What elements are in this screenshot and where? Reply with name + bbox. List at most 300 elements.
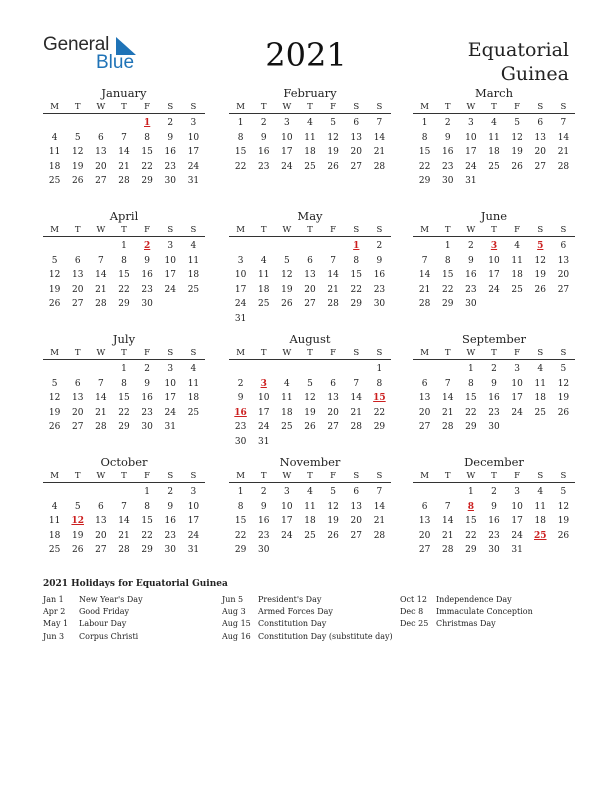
day-cell: 18 <box>534 516 546 527</box>
empty-day-cell <box>413 485 436 500</box>
day-cell: 26 <box>511 161 523 172</box>
weekday-label: F <box>330 225 337 235</box>
weekday-label: T <box>491 348 497 358</box>
day-cell: 26 <box>71 545 84 556</box>
day-cell: 10 <box>164 378 176 389</box>
holiday-date: Dec 25 <box>400 619 429 629</box>
holiday-date: Aug 15 <box>222 619 251 629</box>
day-cell: 14 <box>95 393 107 404</box>
day-cell: 23 <box>465 284 477 295</box>
weekday-label: T <box>74 225 81 235</box>
day-cell: 9 <box>444 132 451 143</box>
day-cell: 13 <box>95 147 107 158</box>
empty-day-cell <box>413 362 436 377</box>
day-cell: 15 <box>234 516 247 527</box>
month-february <box>229 86 391 174</box>
day-cell: 14 <box>373 132 386 143</box>
day-grid <box>229 485 391 558</box>
day-cell: 19 <box>327 516 339 527</box>
weekday-label: M <box>236 471 245 481</box>
day-cell: 25 <box>511 284 523 295</box>
day-cell: 27 <box>327 422 339 433</box>
weekday-label: S <box>537 225 544 235</box>
holiday-date: Jan 1 <box>43 595 64 604</box>
day-cell: 29 <box>350 299 362 310</box>
weekday-label: M <box>236 102 245 112</box>
general-blue-logo <box>43 34 143 74</box>
day-cell: 20 <box>95 530 107 541</box>
weekday-label: M <box>50 225 59 235</box>
day-cell: 20 <box>327 407 339 418</box>
day-cell: 31 <box>257 436 270 447</box>
empty-day-cell <box>43 239 66 254</box>
day-cell: 10 <box>281 501 293 512</box>
day-cell: 13 <box>71 393 84 404</box>
day-cell: 2 <box>444 118 451 128</box>
day-cell: 5 <box>51 255 58 266</box>
day-cell: 7 <box>97 255 104 266</box>
holiday-name: Good Friday <box>79 607 130 617</box>
day-cell: 19 <box>48 407 61 418</box>
weekday-label: T <box>74 102 81 112</box>
day-cell: 16 <box>257 516 270 527</box>
day-cell: 25 <box>304 530 316 541</box>
day-cell: 11 <box>187 378 200 389</box>
day-cell: 17 <box>511 516 523 527</box>
day-cell: 25 <box>257 299 270 310</box>
weekday-label: S <box>560 348 567 358</box>
day-grid <box>229 362 391 450</box>
day-cell: 12 <box>534 255 546 266</box>
day-cell: 2 <box>491 487 497 497</box>
month-name: August <box>289 332 331 346</box>
day-cell: 13 <box>418 516 431 527</box>
day-cell: 18 <box>48 161 61 172</box>
day-cell: 29 <box>418 176 431 187</box>
day-cell: 2 <box>260 118 267 128</box>
holiday-date: Aug 16 <box>222 631 251 641</box>
day-cell: 20 <box>418 407 431 418</box>
day-grid <box>43 485 205 558</box>
day-cell: 12 <box>557 501 570 512</box>
holiday-date: May 1 <box>43 619 69 629</box>
empty-day-cell <box>229 239 252 254</box>
day-cell: 4 <box>537 364 544 374</box>
day-cell: 5 <box>74 132 81 143</box>
day-cell: 22 <box>441 284 454 295</box>
day-cell: 2 <box>167 118 174 128</box>
day-cell: 10 <box>511 501 523 512</box>
day-cell: 24 <box>234 299 247 310</box>
day-cell: 16 <box>164 147 176 158</box>
country-name <box>468 38 569 86</box>
day-cell: 25 <box>48 545 61 556</box>
day-cell: 10 <box>511 378 523 389</box>
day-cell: 15 <box>118 393 130 404</box>
day-cell: 12 <box>557 378 570 389</box>
day-cell: 17 <box>488 270 500 281</box>
day-cell: 27 <box>534 161 546 172</box>
day-cell: 14 <box>373 501 386 512</box>
day-cell: 13 <box>304 270 316 281</box>
day-cell: 1 <box>144 487 150 497</box>
day-cell: 11 <box>257 270 270 281</box>
weekday-label: S <box>376 348 383 358</box>
day-cell: 17 <box>187 147 200 158</box>
day-cell: 17 <box>465 147 477 158</box>
day-cell: 3 <box>167 241 174 251</box>
weekday-label: W <box>96 471 106 481</box>
empty-day-cell <box>298 362 321 377</box>
country-name-line-2: Guinea <box>500 63 569 85</box>
holiday-name: Armed Forces Day <box>258 607 333 617</box>
day-cell: 31 <box>465 176 477 187</box>
day-cell: 17 <box>234 284 247 295</box>
day-cell: 5 <box>560 487 567 497</box>
day-grid <box>229 116 391 174</box>
day-cell: 15 <box>465 393 477 404</box>
day-cell: 21 <box>373 516 386 527</box>
day-cell: 9 <box>144 378 150 389</box>
weekday-header <box>229 224 391 237</box>
holiday-date: Aug 3 <box>222 607 246 617</box>
weekday-header <box>229 347 391 360</box>
weekday-label: T <box>260 225 267 235</box>
day-cell: 16 <box>164 516 176 527</box>
day-cell: 28 <box>418 299 431 310</box>
day-cell: 8 <box>376 378 383 389</box>
holiday-day-cell: 3 <box>490 241 498 251</box>
day-cell: 19 <box>48 284 61 295</box>
day-cell: 4 <box>307 118 313 128</box>
weekday-label: F <box>144 471 151 481</box>
day-cell: 17 <box>164 270 176 281</box>
logo-text-blue: Blue <box>96 52 135 73</box>
day-cell: 20 <box>350 147 362 158</box>
month-december <box>413 455 575 558</box>
weekday-header <box>229 470 391 483</box>
day-cell: 11 <box>511 255 523 266</box>
day-cell: 27 <box>418 545 431 556</box>
weekday-label: S <box>560 471 567 481</box>
day-cell: 16 <box>488 516 500 527</box>
day-cell: 19 <box>557 516 570 527</box>
day-cell: 6 <box>97 132 104 143</box>
day-cell: 15 <box>141 147 153 158</box>
day-cell: 16 <box>373 270 386 281</box>
empty-day-cell <box>275 362 298 377</box>
day-cell: 29 <box>141 176 153 187</box>
day-cell: 11 <box>534 501 546 512</box>
day-cell: 18 <box>257 284 270 295</box>
day-cell: 8 <box>467 378 474 389</box>
day-cell: 9 <box>237 393 244 404</box>
day-cell: 25 <box>534 407 546 418</box>
empty-day-cell <box>66 116 89 131</box>
day-cell: 4 <box>283 378 290 389</box>
holiday-date: Apr 2 <box>43 607 66 617</box>
day-cell: 11 <box>488 132 500 143</box>
day-cell: 2 <box>260 487 267 497</box>
weekday-label: S <box>190 471 197 481</box>
day-cell: 30 <box>488 545 500 556</box>
day-cell: 11 <box>48 147 61 158</box>
weekday-label: T <box>491 471 497 481</box>
country-name-line-1: Equatorial <box>467 39 569 61</box>
weekday-label: S <box>376 102 383 112</box>
empty-day-cell <box>112 116 135 131</box>
holiday-entry <box>43 606 143 618</box>
weekday-label: T <box>121 471 127 481</box>
day-cell: 7 <box>444 378 451 389</box>
day-cell: 10 <box>488 255 500 266</box>
day-cell: 28 <box>441 422 454 433</box>
weekday-label: T <box>260 348 267 358</box>
day-cell: 30 <box>257 545 270 556</box>
weekday-label: S <box>560 102 567 112</box>
day-cell: 27 <box>350 530 362 541</box>
day-cell: 31 <box>234 313 247 324</box>
day-cell: 18 <box>304 516 316 527</box>
day-cell: 10 <box>187 501 200 512</box>
weekday-label: M <box>420 348 429 358</box>
empty-day-cell <box>298 239 321 254</box>
holiday-entry <box>43 618 143 630</box>
day-cell: 16 <box>441 147 454 158</box>
holiday-day-cell: 16 <box>234 407 247 418</box>
day-cell: 7 <box>353 378 360 389</box>
day-cell: 22 <box>118 407 130 418</box>
day-cell: 7 <box>121 132 127 143</box>
weekday-header <box>413 224 575 237</box>
day-cell: 22 <box>141 161 153 172</box>
day-cell: 22 <box>350 284 362 295</box>
day-cell: 22 <box>465 407 477 418</box>
day-cell: 29 <box>234 545 247 556</box>
weekday-label: T <box>307 348 313 358</box>
holiday-name: Christmas Day <box>436 619 496 629</box>
day-cell: 3 <box>467 118 474 128</box>
weekday-label: S <box>537 348 544 358</box>
day-cell: 14 <box>118 516 130 527</box>
weekday-label: F <box>514 348 521 358</box>
weekday-label: T <box>121 348 127 358</box>
empty-day-cell <box>43 116 66 131</box>
weekday-label: T <box>260 102 267 112</box>
day-cell: 21 <box>118 530 130 541</box>
day-cell: 4 <box>260 255 267 266</box>
weekday-label: S <box>190 348 197 358</box>
day-cell: 4 <box>307 487 313 497</box>
month-january <box>43 86 205 189</box>
day-cell: 1 <box>237 118 244 128</box>
day-cell: 2 <box>491 364 497 374</box>
day-cell: 13 <box>534 132 546 143</box>
holiday-day-cell: 8 <box>467 501 474 512</box>
day-cell: 21 <box>557 147 570 158</box>
day-cell: 28 <box>350 422 362 433</box>
day-cell: 7 <box>376 487 383 497</box>
day-cell: 23 <box>488 407 500 418</box>
empty-day-cell <box>275 239 298 254</box>
month-october <box>43 455 205 558</box>
day-grid <box>413 239 575 312</box>
day-cell: 9 <box>491 378 497 389</box>
month-march <box>413 86 575 189</box>
day-cell: 30 <box>141 299 153 310</box>
day-cell: 17 <box>187 516 200 527</box>
day-cell: 23 <box>257 161 270 172</box>
month-name: March <box>475 86 513 100</box>
day-cell: 12 <box>327 132 339 143</box>
month-may <box>229 209 391 327</box>
day-cell: 18 <box>48 530 61 541</box>
day-cell: 3 <box>283 487 290 497</box>
day-cell: 27 <box>71 422 84 433</box>
day-cell: 19 <box>71 530 84 541</box>
month-name: November <box>279 455 341 469</box>
day-cell: 24 <box>187 530 200 541</box>
empty-day-cell <box>252 362 275 377</box>
weekday-label: M <box>50 102 59 112</box>
holiday-entry <box>222 618 393 630</box>
day-cell: 18 <box>304 147 316 158</box>
weekday-label: T <box>444 225 451 235</box>
day-cell: 5 <box>560 364 567 374</box>
day-cell: 14 <box>418 270 431 281</box>
weekday-label: M <box>420 471 429 481</box>
day-cell: 17 <box>511 393 523 404</box>
day-cell: 13 <box>327 393 339 404</box>
weekday-label: S <box>537 471 544 481</box>
day-cell: 22 <box>234 530 247 541</box>
day-cell: 5 <box>51 378 58 389</box>
holiday-date: Dec 8 <box>400 607 424 617</box>
weekday-label: F <box>514 471 521 481</box>
weekday-label: W <box>282 471 292 481</box>
day-cell: 5 <box>307 378 313 389</box>
day-cell: 14 <box>557 132 570 143</box>
weekday-label: S <box>190 225 197 235</box>
day-cell: 18 <box>534 393 546 404</box>
holiday-name: Constitution Day <box>258 619 327 629</box>
day-cell: 11 <box>187 255 200 266</box>
day-cell: 7 <box>376 118 383 128</box>
day-cell: 8 <box>237 132 244 143</box>
day-cell: 21 <box>95 407 107 418</box>
weekday-label: F <box>330 471 337 481</box>
weekday-label: W <box>466 348 476 358</box>
weekday-label: S <box>376 471 383 481</box>
day-cell: 29 <box>118 422 130 433</box>
holiday-entry <box>400 606 533 618</box>
day-cell: 6 <box>74 378 81 389</box>
day-cell: 6 <box>330 378 336 389</box>
day-cell: 12 <box>304 393 316 404</box>
day-cell: 27 <box>557 284 570 295</box>
day-cell: 17 <box>257 407 270 418</box>
empty-day-cell <box>112 485 135 500</box>
day-cell: 21 <box>95 284 107 295</box>
day-cell: 22 <box>418 161 431 172</box>
day-cell: 11 <box>281 393 293 404</box>
day-grid <box>229 239 391 327</box>
month-name: June <box>480 209 508 223</box>
weekday-label: M <box>420 225 429 235</box>
day-cell: 9 <box>167 501 174 512</box>
day-cell: 15 <box>465 516 477 527</box>
weekday-header <box>413 347 575 360</box>
day-cell: 18 <box>187 270 200 281</box>
day-cell: 4 <box>51 132 58 143</box>
logo-text-general: General <box>43 34 110 55</box>
day-cell: 26 <box>327 161 339 172</box>
day-cell: 21 <box>350 407 362 418</box>
day-cell: 13 <box>557 255 570 266</box>
day-cell: 19 <box>304 407 316 418</box>
day-cell: 24 <box>511 407 523 418</box>
day-cell: 23 <box>164 161 176 172</box>
weekday-header <box>43 347 205 360</box>
weekday-header <box>43 224 205 237</box>
day-cell: 6 <box>307 255 313 266</box>
holidays-title: 2021 Holidays for Equatorial Guinea <box>43 579 228 589</box>
day-cell: 20 <box>71 407 84 418</box>
day-cell: 18 <box>511 270 523 281</box>
holiday-name: Corpus Christi <box>79 631 139 641</box>
empty-day-cell <box>322 239 345 254</box>
day-grid <box>43 239 205 312</box>
day-cell: 30 <box>141 422 153 433</box>
day-cell: 13 <box>95 516 107 527</box>
day-cell: 1 <box>467 487 474 497</box>
day-cell: 23 <box>257 530 270 541</box>
holiday-name: New Year's Day <box>79 595 143 604</box>
day-cell: 20 <box>350 516 362 527</box>
empty-day-cell <box>43 362 66 377</box>
month-july <box>43 332 205 435</box>
day-cell: 29 <box>465 422 477 433</box>
holiday-entry <box>400 618 533 630</box>
weekday-label: T <box>74 471 81 481</box>
weekday-label: F <box>144 102 151 112</box>
day-cell: 3 <box>237 255 244 266</box>
day-cell: 26 <box>281 299 293 310</box>
holiday-day-cell: 1 <box>353 241 360 251</box>
weekday-label: S <box>376 225 383 235</box>
day-cell: 14 <box>327 270 339 281</box>
weekday-label: W <box>282 348 292 358</box>
day-cell: 22 <box>141 530 153 541</box>
day-cell: 1 <box>421 118 428 128</box>
day-cell: 28 <box>327 299 339 310</box>
month-name: October <box>100 455 148 469</box>
day-cell: 7 <box>444 501 451 512</box>
day-cell: 24 <box>187 161 200 172</box>
day-cell: 15 <box>350 270 362 281</box>
weekday-label: S <box>167 471 174 481</box>
day-cell: 30 <box>441 176 454 187</box>
weekday-label: M <box>236 225 245 235</box>
day-cell: 25 <box>488 161 500 172</box>
day-cell: 29 <box>465 545 477 556</box>
day-cell: 24 <box>511 530 523 541</box>
day-cell: 12 <box>71 147 84 158</box>
day-cell: 4 <box>190 364 197 374</box>
empty-day-cell <box>89 362 112 377</box>
day-cell: 11 <box>304 501 316 512</box>
weekday-label: S <box>167 348 174 358</box>
